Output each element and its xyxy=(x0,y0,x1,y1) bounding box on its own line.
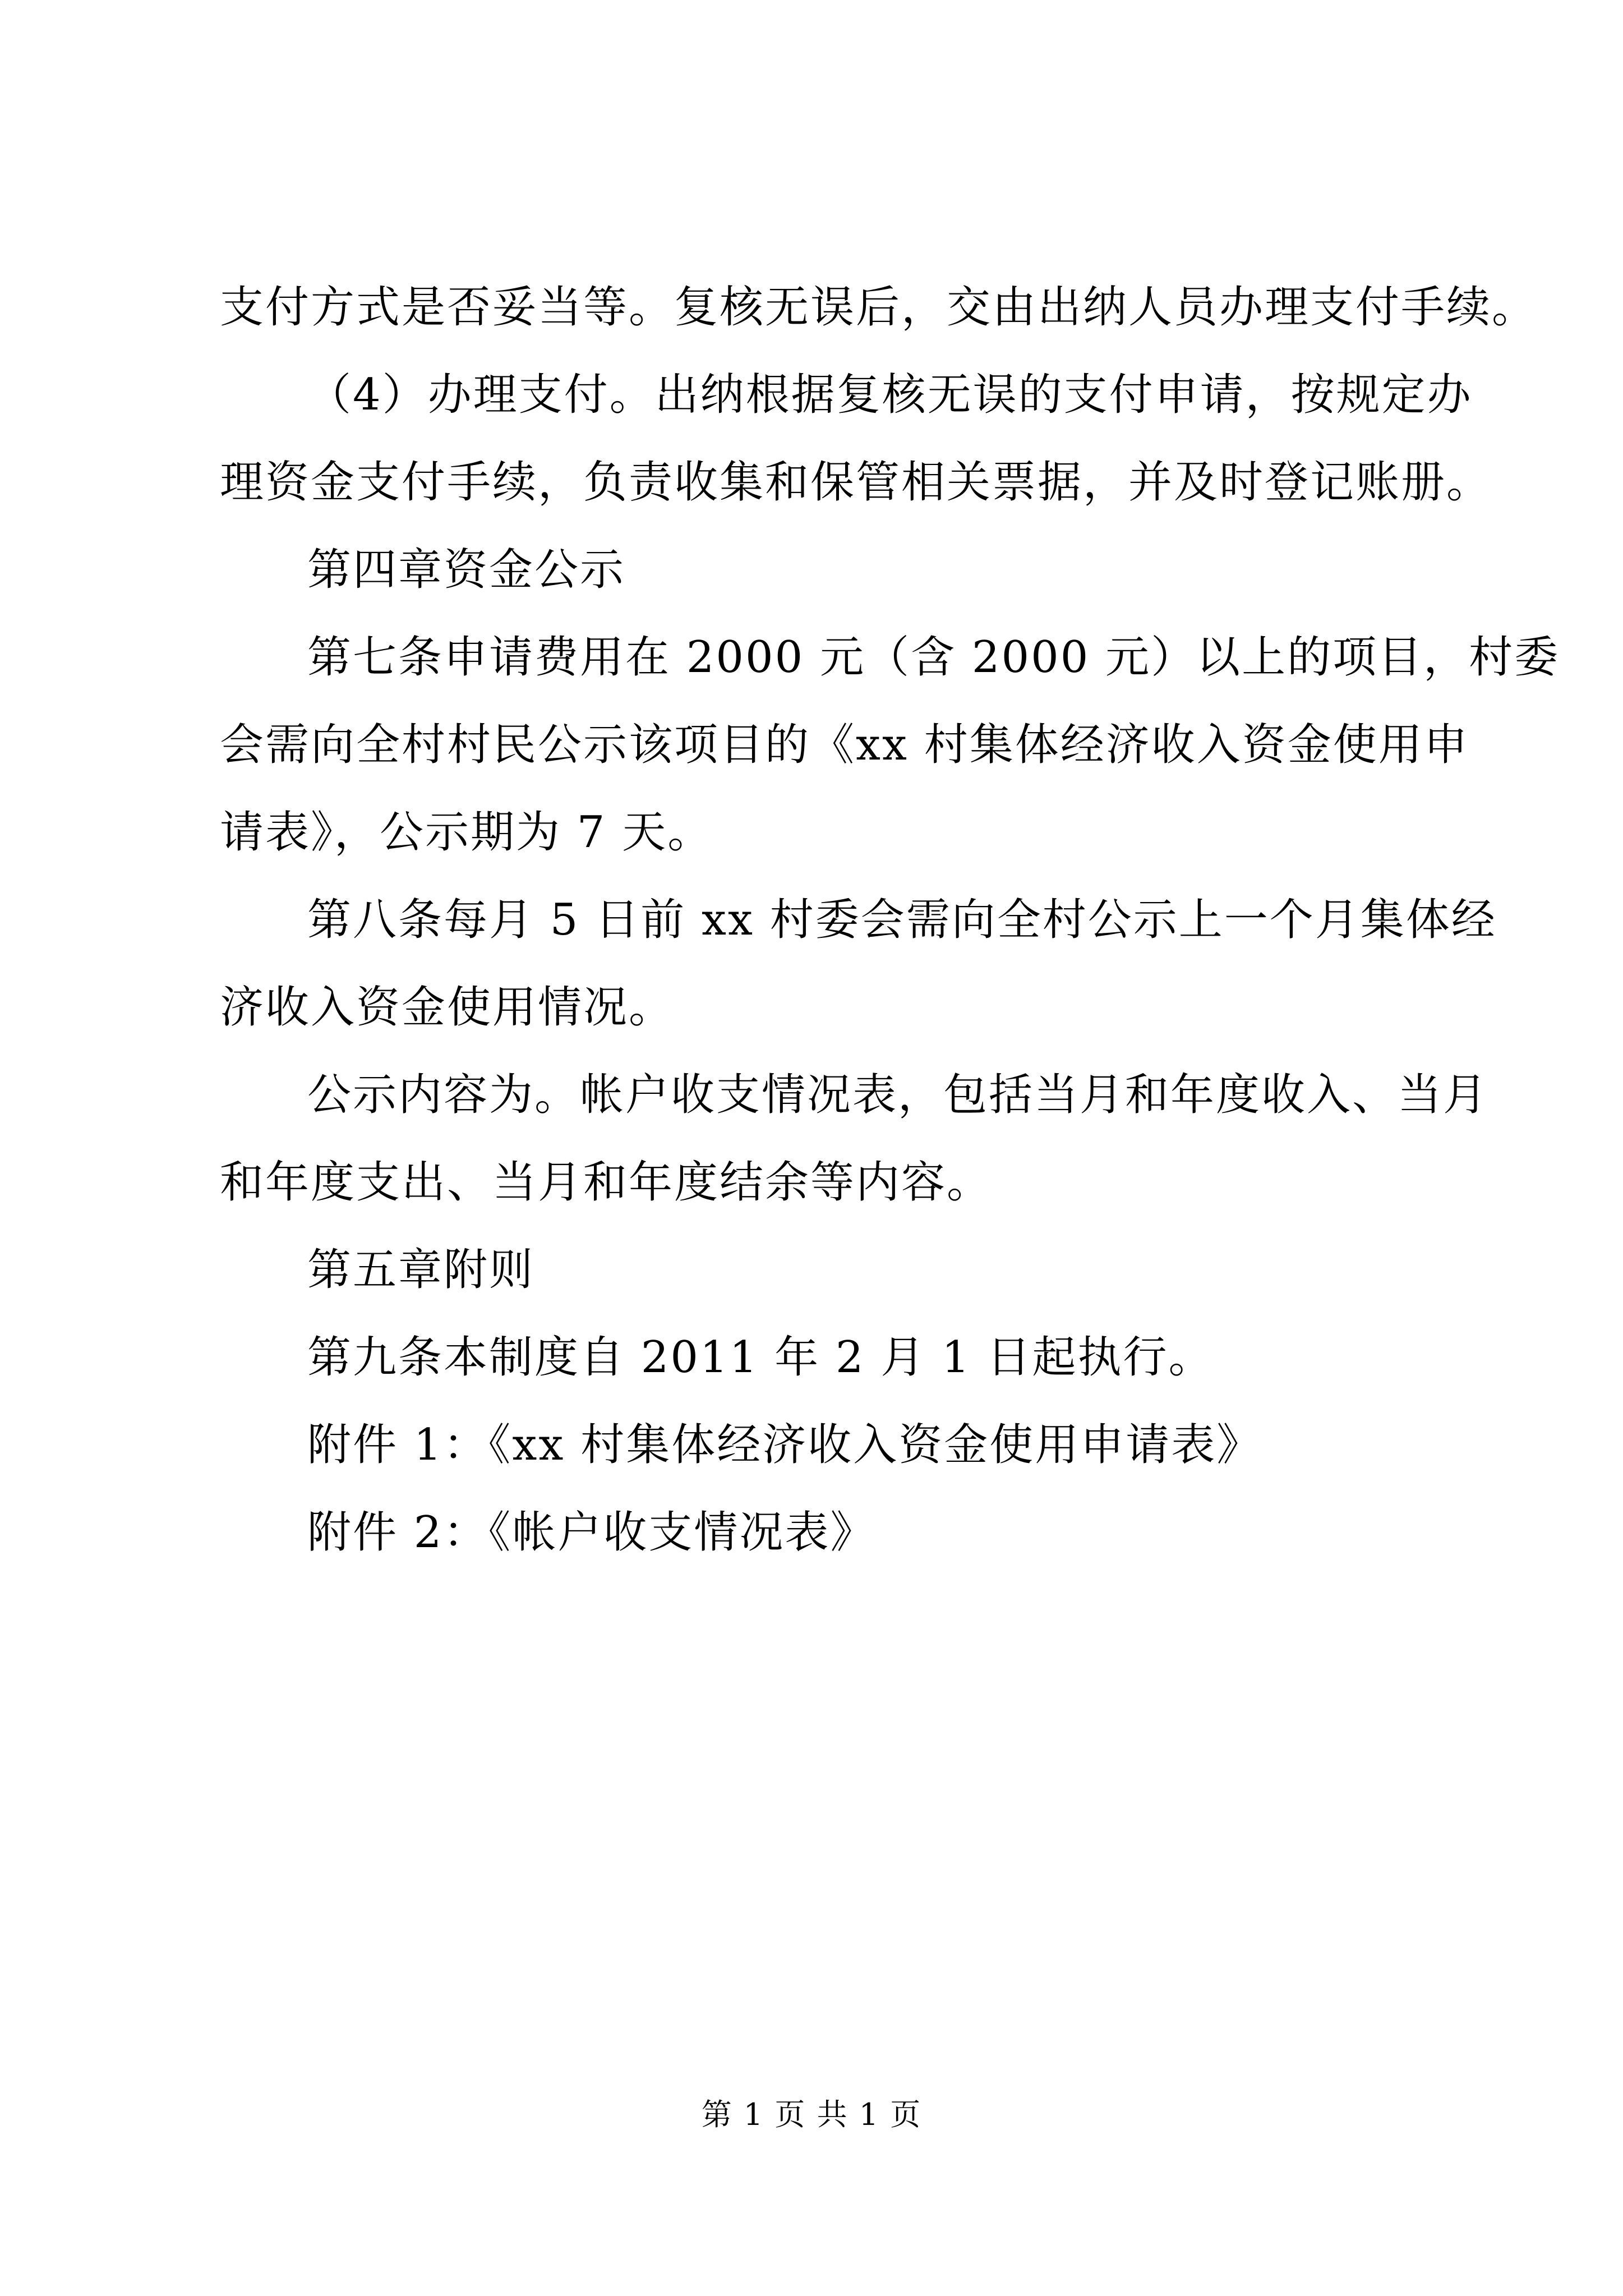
paragraph-line: 会需向全村村民公示该项目的《xx 村集体经济收入资金使用申 xyxy=(220,720,1469,770)
paragraph-line: 请表》，公示期为 7 天。 xyxy=(220,807,713,858)
paragraph-line: 支付方式是否妥当等。复核无误后，交由出纳人员办理支付手续。 xyxy=(220,282,1538,333)
paragraph-line: 第九条本制度自 2011 年 2 月 1 日起执行。 xyxy=(307,1332,1214,1383)
paragraph-line: 济收入资金使用情况。 xyxy=(220,982,675,1033)
paragraph-line: 理资金支付手续，负责收集和保管相关票据，并及时登记账册。 xyxy=(220,457,1492,508)
paragraph-line: 公示内容为。帐户收支情况表，包括当月和年度收入、当月 xyxy=(307,1070,1489,1120)
attachment-line: 附件 1：《xx 村集体经济收入资金使用申请表》 xyxy=(307,1420,1262,1470)
paragraph-line: 第八条每月 5 日前 xx 村委会需向全村公示上一个月集体经 xyxy=(307,895,1497,945)
chapter-heading: 第四章资金公示 xyxy=(307,545,626,595)
document-body xyxy=(220,264,1560,1576)
chapter-heading: 第五章附则 xyxy=(307,1245,535,1295)
attachment-line: 附件 2：《帐户收支情况表》 xyxy=(307,1507,876,1558)
page-number-footer: 第 1 页 共 1 页 xyxy=(701,2097,922,2132)
paragraph-line: （4）办理支付。出纳根据复核无误的支付申请，按规定办 xyxy=(307,370,1473,420)
paragraph-line: 和年度支出、当月和年度结余等内容。 xyxy=(220,1157,993,1208)
paragraph-line: 第七条申请费用在 2000 元（含 2000 元）以上的项目，村委 xyxy=(307,632,1560,683)
